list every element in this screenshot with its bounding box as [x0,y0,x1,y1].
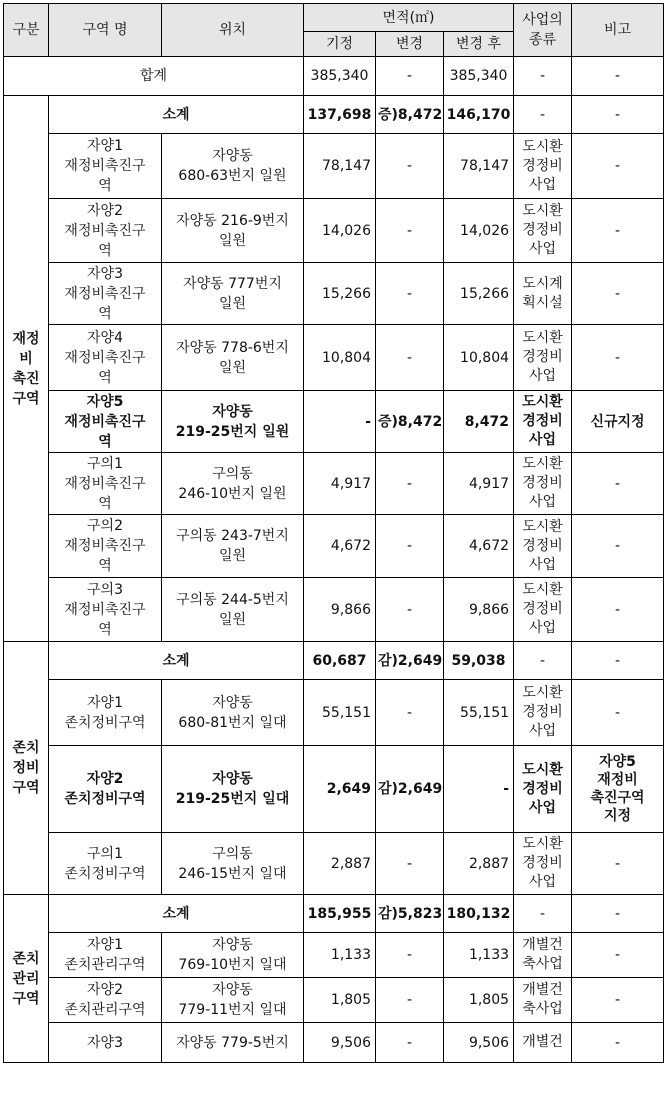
remarks: - [572,263,664,325]
table-row [4,134,664,199]
business-type: 도시환 경정비 사업 [514,515,572,578]
total-after: 385,340 [444,57,514,96]
area-before: 14,026 [304,199,376,263]
zone-location: 자양동 779-11번지 일대 [162,978,304,1023]
remarks: - [572,325,664,391]
subtotal-type: - [514,642,572,680]
remarks: - [572,978,664,1023]
zone-location: 구의동 246-15번지 일대 [162,833,304,895]
remarks: - [572,680,664,746]
table-row [4,391,664,453]
subtotal-before: 137,698 [304,96,376,134]
business-type: 개별건 축사업 [514,933,572,978]
remarks: 신규지정 [572,391,664,453]
area-change: 증)8,472 [376,391,444,453]
subtotal-remarks: - [572,895,664,933]
area-before: 9,506 [304,1023,376,1063]
area-before: 2,649 [304,746,376,833]
header-remarks: 비고 [572,4,664,57]
area-before: 1,805 [304,978,376,1023]
zone-name: 자양3 재정비촉진구 역 [49,263,162,325]
area-after: 15,266 [444,263,514,325]
zone-name: 자양1 존치관리구역 [49,933,162,978]
area-after: 9,506 [444,1023,514,1063]
business-type: 도시계 획시설 [514,263,572,325]
area-change: - [376,578,444,642]
subtotal-row [4,895,664,933]
zone-name: 자양2 존치관리구역 [49,978,162,1023]
business-type: 도시환 경정비 사업 [514,833,572,895]
zone-location: 구의동 243-7번지 일원 [162,515,304,578]
total-remarks: - [572,57,664,96]
table-row [4,1023,664,1063]
subtotal-label: 소계 [49,96,304,134]
remarks: - [572,134,664,199]
table-row [4,578,664,642]
area-change: - [376,453,444,515]
table-row [4,680,664,746]
zone-name: 자양2 재정비촉진구 역 [49,199,162,263]
remarks: - [572,515,664,578]
remarks: - [572,933,664,978]
area-before: - [304,391,376,453]
subtotal-after: 180,132 [444,895,514,933]
total-type: - [514,57,572,96]
subtotal-change: 감)5,823 [376,895,444,933]
header-area-before: 기정 [304,32,376,57]
header-category: 구분 [4,4,49,57]
subtotal-remarks: - [572,96,664,134]
category-label: 존치 관리 구역 [4,895,49,1063]
subtotal-before: 185,955 [304,895,376,933]
table-row [4,933,664,978]
subtotal-type: - [514,96,572,134]
area-before: 78,147 [304,134,376,199]
area-change: - [376,515,444,578]
zone-location: 자양동 778-6번지 일원 [162,325,304,391]
zone-name: 구의3 재정비촉진구 역 [49,578,162,642]
zone-name: 자양4 재정비촉진구 역 [49,325,162,391]
table-body [4,57,664,1063]
subtotal-change: 증)8,472 [376,96,444,134]
table-row [4,746,664,833]
area-change: - [376,199,444,263]
area-after: 8,472 [444,391,514,453]
area-before: 4,917 [304,453,376,515]
subtotal-before: 60,687 [304,642,376,680]
business-type: 도시환 경정비 사업 [514,453,572,515]
subtotal-label: 소계 [49,642,304,680]
zone-location: 구의동 244-5번지 일원 [162,578,304,642]
zone-name: 자양3 [49,1023,162,1063]
remarks: - [572,453,664,515]
area-change: - [376,680,444,746]
header-area-after: 변경 후 [444,32,514,57]
table-row [4,515,664,578]
subtotal-type: - [514,895,572,933]
business-type: 도시환 경정비 사업 [514,578,572,642]
zone-name: 구의1 재정비촉진구 역 [49,453,162,515]
zone-location: 자양동 777번지 일원 [162,263,304,325]
table-row [4,325,664,391]
business-type: 개별건 축사업 [514,978,572,1023]
zone-location: 자양동 216-9번지 일원 [162,199,304,263]
header-location: 위치 [162,4,304,57]
zone-name: 구의1 존치정비구역 [49,833,162,895]
zone-location: 자양동 680-63번지 일원 [162,134,304,199]
zone-name: 자양2 존치정비구역 [49,746,162,833]
business-type: 개별건 [514,1023,572,1063]
area-change: - [376,325,444,391]
business-type: 도시환 경정비 사업 [514,746,572,833]
subtotal-after: 59,038 [444,642,514,680]
area-before: 10,804 [304,325,376,391]
area-before: 1,133 [304,933,376,978]
business-type: 도시환 경정비 사업 [514,199,572,263]
zone-name: 자양1 재정비촉진구 역 [49,134,162,199]
remarks: - [572,1023,664,1063]
subtotal-remarks: - [572,642,664,680]
header-area: 면적(㎡) [304,4,514,32]
area-change: - [376,1023,444,1063]
zone-location: 자양동 680-81번지 일대 [162,680,304,746]
zone-name: 구의2 재정비촉진구 역 [49,515,162,578]
area-after: 1,805 [444,978,514,1023]
table-row [4,833,664,895]
header-zone-name: 구역 명 [49,4,162,57]
subtotal-row [4,96,664,134]
area-before: 55,151 [304,680,376,746]
total-change: - [376,57,444,96]
remarks: - [572,199,664,263]
area-after: 4,917 [444,453,514,515]
area-change: - [376,263,444,325]
subtotal-change: 감)2,649 [376,642,444,680]
area-after: 2,887 [444,833,514,895]
zone-name: 자양5 재정비촉진구 역 [49,391,162,453]
remarks: - [572,833,664,895]
zone-location: 자양동 219-25번지 일원 [162,391,304,453]
remarks: 자양5 재정비 촉진구역 지정 [572,746,664,833]
area-after: 4,672 [444,515,514,578]
area-change: - [376,933,444,978]
area-change: - [376,833,444,895]
table-row [4,978,664,1023]
subtotal-label: 소계 [49,895,304,933]
area-after: 9,866 [444,578,514,642]
business-type: 도시환 경정비 사업 [514,325,572,391]
category-label: 재정 비 촉진 구역 [4,96,49,642]
area-after: 1,133 [444,933,514,978]
zone-location: 자양동 779-5번지 [162,1023,304,1063]
zone-name: 자양1 존치정비구역 [49,680,162,746]
business-type: 도시환 경정비 사업 [514,391,572,453]
table-row [4,199,664,263]
table-row [4,453,664,515]
business-type: 도시환 경정비 사업 [514,680,572,746]
zone-area-table [3,3,664,1063]
area-before: 15,266 [304,263,376,325]
area-before: 9,866 [304,578,376,642]
header-area-change: 변경 [376,32,444,57]
area-before: 4,672 [304,515,376,578]
area-after: - [444,746,514,833]
category-label: 존치 정비 구역 [4,642,49,895]
area-change: 감)2,649 [376,746,444,833]
remarks: - [572,578,664,642]
area-change: - [376,978,444,1023]
area-after: 10,804 [444,325,514,391]
subtotal-row [4,642,664,680]
area-change: - [376,134,444,199]
area-after: 55,151 [444,680,514,746]
zone-location: 자양동 769-10번지 일대 [162,933,304,978]
zone-location: 자양동 219-25번지 일대 [162,746,304,833]
subtotal-after: 146,170 [444,96,514,134]
area-before: 2,887 [304,833,376,895]
header-business-type: 사업의 종류 [514,4,572,57]
business-type: 도시환 경정비 사업 [514,134,572,199]
zone-location: 구의동 246-10번지 일원 [162,453,304,515]
total-row [4,57,664,96]
area-after: 14,026 [444,199,514,263]
area-after: 78,147 [444,134,514,199]
table-row [4,263,664,325]
total-before: 385,340 [304,57,376,96]
total-label: 합계 [4,57,304,96]
